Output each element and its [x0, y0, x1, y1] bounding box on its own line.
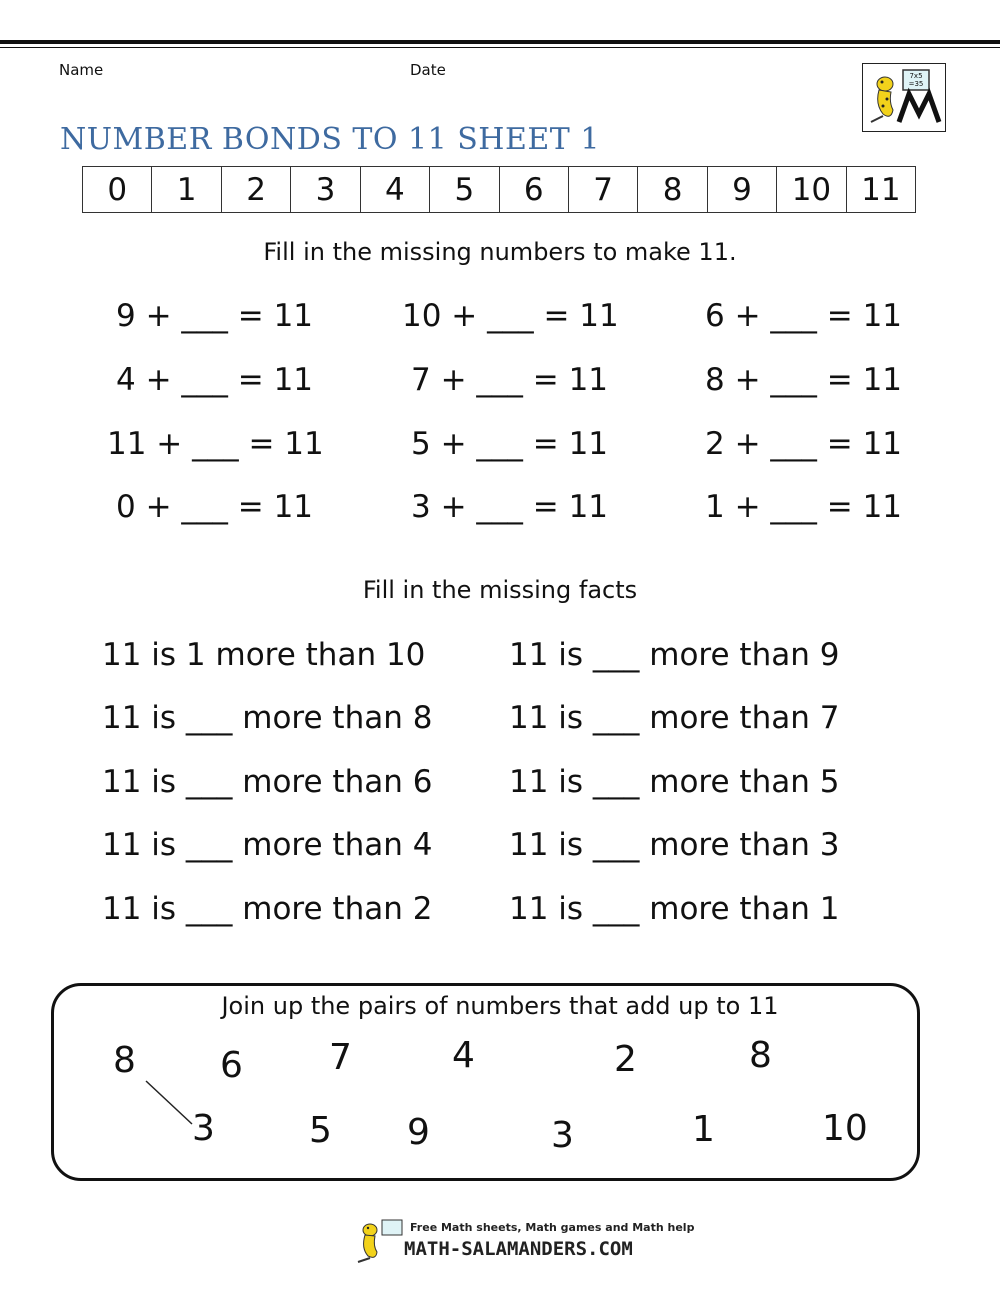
fact-line: 11 is ___ more than 8 [102, 700, 433, 736]
number-line-cell: 11 [846, 167, 915, 212]
equation: 11 + ___ = 11 [107, 426, 324, 462]
section3-instruction: Join up the pairs of numbers that add up to 11 [221, 992, 779, 1020]
section1-instruction: Fill in the missing numbers to make 11. [263, 238, 737, 266]
number-line-cell: 6 [499, 167, 568, 212]
number-line-cell: 8 [637, 167, 706, 212]
svg-text:7x5: 7x5 [909, 72, 923, 80]
join-number-top[interactable]: 8 [749, 1035, 772, 1076]
join-number-top[interactable]: 2 [614, 1039, 637, 1080]
section2-instruction: Fill in the missing facts [362, 576, 638, 604]
number-line-cell: 10 [776, 167, 845, 212]
join-number-top[interactable]: 8 [113, 1040, 136, 1081]
number-line-cell: 5 [429, 167, 498, 212]
fact-line: 11 is 1 more than 10 [102, 637, 426, 673]
name-label: Name [59, 61, 104, 79]
fact-line: 11 is ___ more than 6 [102, 764, 433, 800]
join-number-bottom[interactable]: 1 [692, 1109, 715, 1150]
fact-line: 11 is ___ more than 9 [509, 637, 840, 673]
number-line-cell: 9 [707, 167, 776, 212]
number-line-cell: 1 [151, 167, 220, 212]
page-title: NUMBER BONDS TO 11 SHEET 1 [60, 122, 600, 157]
join-number-top[interactable]: 4 [452, 1035, 475, 1076]
equation: 3 + ___ = 11 [411, 489, 609, 525]
equation: 7 + ___ = 11 [411, 362, 609, 398]
number-line-cell: 2 [221, 167, 290, 212]
footer-site-logo[interactable]: MATH-SALAMANDERS.COM [404, 1238, 633, 1260]
number-line-cell: 3 [290, 167, 359, 212]
svg-text:=35: =35 [908, 80, 924, 88]
join-number-bottom[interactable]: 5 [309, 1110, 332, 1151]
number-line-cell: 4 [360, 167, 429, 212]
equation: 6 + ___ = 11 [705, 298, 903, 334]
date-label: Date [410, 61, 446, 79]
number-line-cell: 0 [107, 171, 128, 208]
equation: 9 + ___ = 11 [116, 298, 314, 334]
equation: 4 + ___ = 11 [116, 362, 314, 398]
join-number-bottom[interactable]: 9 [407, 1112, 430, 1153]
fact-line: 11 is ___ more than 5 [509, 764, 840, 800]
equation: 1 + ___ = 11 [705, 489, 903, 525]
equation: 2 + ___ = 11 [705, 426, 903, 462]
fact-line: 11 is ___ more than 3 [509, 827, 840, 863]
fact-line: 11 is ___ more than 1 [509, 891, 840, 927]
join-number-bottom[interactable]: 10 [822, 1108, 868, 1149]
fact-line: 11 is ___ more than 2 [102, 891, 433, 927]
footer-tagline: Free Math sheets, Math games and Math help [410, 1221, 695, 1234]
fact-line: 11 is ___ more than 7 [509, 700, 840, 736]
join-number-top[interactable]: 7 [329, 1037, 352, 1078]
fact-line: 11 is ___ more than 4 [102, 827, 433, 863]
join-number-bottom[interactable]: 3 [551, 1115, 574, 1156]
join-number-bottom[interactable]: 3 [192, 1108, 215, 1149]
equation: 8 + ___ = 11 [705, 362, 903, 398]
footer-salamander-icon [356, 1218, 404, 1264]
equation: 5 + ___ = 11 [411, 426, 609, 462]
join-number-top[interactable]: 6 [220, 1045, 243, 1086]
number-line-cell: 7 [568, 167, 637, 212]
equation: 0 + ___ = 11 [116, 489, 314, 525]
equation: 10 + ___ = 11 [402, 298, 619, 334]
